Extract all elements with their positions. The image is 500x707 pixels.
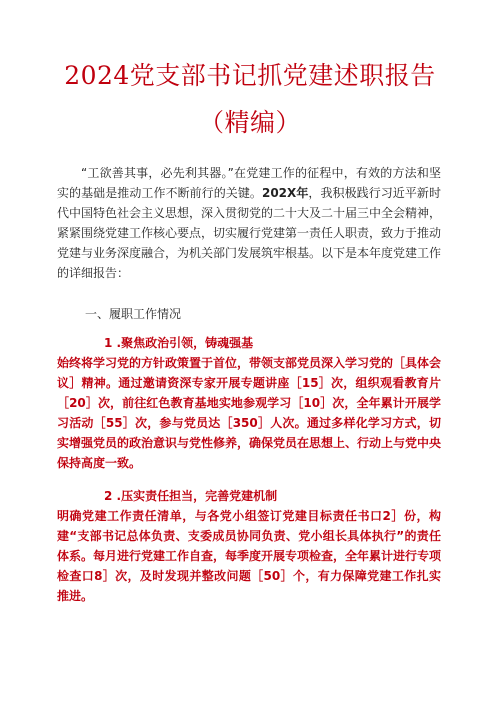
document-subtitle: （精编）: [198, 108, 301, 137]
section-heading-duties: 一、履职工作情况: [85, 307, 182, 321]
intro-text-part3: ，我积极践行习近平新时代中国特色社会主义思想，深入贯彻党的二十大及二十届三中全会精神，紧紧围绕党建工作核心要点，切实履行党建第一责任人职责，致力于推动党建与业务深度融合，为机关部门发展筑牢根基。以下是本年度党建工作的详细报告：: [57, 186, 442, 280]
paragraph-political-guidance: 始终将学习党的方针政策置于首位，带领支部党员深入学习党的［具体会议］精神。通过邀请资深专家开展专题讲座［15］次，组织观看教育片［20］次，前往红色教育基地实地参观学习［10］次，全年累计开展学习活动［55］次，参与党员达［350］人次。通过多样化学习方式，切实增强党员的政治意识与党性修养，确保党员在思想上、行动上与党中央保持高度一致。: [57, 356, 442, 470]
intro-year: 202X年: [261, 186, 309, 200]
intro-text-part1: “工欲善其事，必先利其器。”在党建工作的征程中，有效的方法和坚实的基础是推动工作不断前行的关键。: [57, 166, 441, 200]
subheading-political-guidance: 1 .聚焦政治引领，铸魂强基: [104, 336, 254, 350]
subheading-responsibility: 2 .压实责任担当，完善党建机制: [104, 489, 278, 503]
document-title: 2024党支部书记抓党建述职报告: [64, 61, 436, 90]
paragraph-responsibility: 明确党建工作责任清单，与各党小组签订党建目标责任书口2］份，构建“支部书记总体负责、支委成员协同负责、党小组长具体执行”的责任体系。每月进行党建工作自查，每季度开展专项检查，全年累计进行专项检查口8］次，及时发现并整改问题［50］个，有力保障党建工作扎实推进。: [57, 509, 442, 603]
intro-paragraph: [57, 163, 441, 283]
